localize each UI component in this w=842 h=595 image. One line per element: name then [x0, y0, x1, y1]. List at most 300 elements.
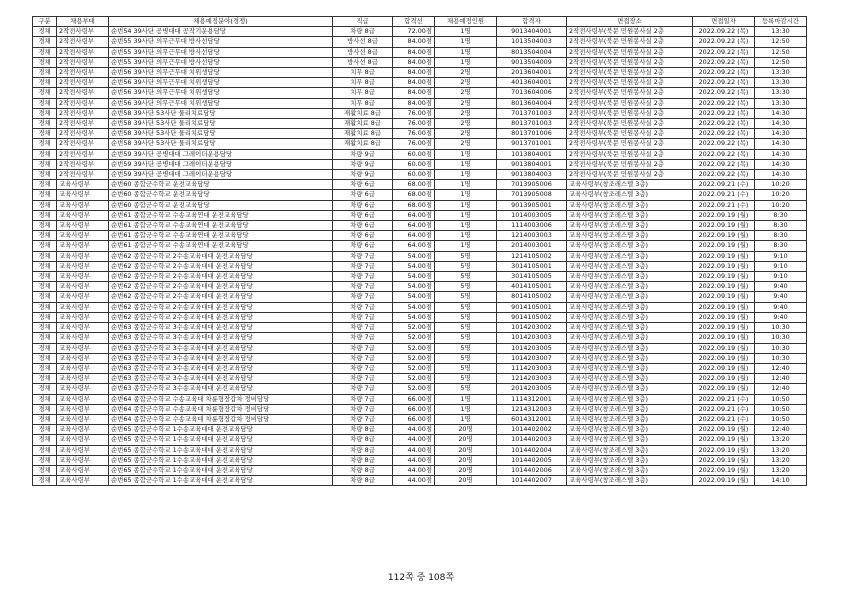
cell-deadline: 9:10	[755, 261, 807, 271]
cell-unit: 교육사령부	[57, 476, 109, 486]
cell-category: 경채	[33, 139, 57, 149]
cell-planned-count: 1명	[435, 210, 497, 220]
cell-field: 순번62 종합군수학교 2수송교육대대 운전교육담당	[109, 282, 333, 292]
cell-unit: 교육사령부	[57, 251, 109, 261]
cell-grade: 차량 7급	[333, 353, 393, 363]
cell-category: 경채	[33, 37, 57, 47]
cell-planned-count: 1명	[435, 47, 497, 57]
cell-cutoff: 64.00점	[393, 231, 435, 241]
cell-grade: 재활치료 8급	[333, 108, 393, 118]
cell-grade: 재활치료 8급	[333, 119, 393, 129]
cell-grade: 방사선 8급	[333, 57, 393, 67]
cell-interview-place: 교육사령부(창조레스텔 3층)	[567, 363, 693, 373]
cell-planned-count: 20명	[435, 435, 497, 445]
cell-unit: 2작전사령부	[57, 57, 109, 67]
cell-cutoff: 54.00점	[393, 292, 435, 302]
cell-grade: 차량 8급	[333, 425, 393, 435]
cell-planned-count: 1명	[435, 231, 497, 241]
cell-interview-date: 2022.09.19 (월)	[693, 251, 755, 261]
cell-interview-date: 2022.09.22 (목)	[693, 149, 755, 159]
cell-unit: 교육사령부	[57, 231, 109, 241]
table-row	[33, 139, 807, 149]
cell-applicant-id: 9013804001	[497, 159, 567, 169]
cell-grade: 차량 8급	[333, 476, 393, 486]
cell-planned-count: 1명	[435, 149, 497, 159]
cell-category: 경채	[33, 343, 57, 353]
cell-grade: 차량 7급	[333, 292, 393, 302]
cell-category: 경채	[33, 465, 57, 475]
cell-interview-place: 2작전사령부(북문 민원봉사실 2층	[567, 78, 693, 88]
cell-planned-count: 20명	[435, 465, 497, 475]
cell-unit: 2작전사령부	[57, 159, 109, 169]
cell-field: 순번62 종합군수학교 2수송교육대대 운전교육담당	[109, 312, 333, 322]
cell-cutoff: 84.00점	[393, 68, 435, 78]
cell-category: 경채	[33, 445, 57, 455]
cell-planned-count: 5명	[435, 374, 497, 384]
cell-unit: 2작전사령부	[57, 37, 109, 47]
cell-deadline: 9:10	[755, 251, 807, 261]
cell-applicant-id: 3014105005	[497, 272, 567, 282]
table-row	[33, 455, 807, 465]
cell-unit: 교육사령부	[57, 404, 109, 414]
table-row	[33, 190, 807, 200]
cell-interview-place: 교육사령부(창조레스텔 3층)	[567, 333, 693, 343]
cell-planned-count: 5명	[435, 302, 497, 312]
cell-category: 경채	[33, 333, 57, 343]
cell-interview-date: 2022.09.19 (월)	[693, 261, 755, 271]
cell-cutoff: 44.00점	[393, 425, 435, 435]
cell-deadline: 8:30	[755, 221, 807, 231]
cell-cutoff: 84.00점	[393, 88, 435, 98]
cell-interview-date: 2022.09.21 (수)	[693, 190, 755, 200]
cell-grade: 차량 8급	[333, 445, 393, 455]
cell-deadline: 13:30	[755, 88, 807, 98]
cell-interview-place: 교육사령부(창조레스텔 3층)	[567, 231, 693, 241]
cell-planned-count: 5명	[435, 292, 497, 302]
cell-cutoff: 76.00점	[393, 129, 435, 139]
cell-field: 순번59 39사단 공병대대 그레이더운용담당	[109, 159, 333, 169]
cell-field: 순번63 종합군수학교 3수송교육대대 운전교육담당	[109, 374, 333, 384]
cell-cutoff: 54.00점	[393, 302, 435, 312]
cell-grade: 차량 7급	[333, 323, 393, 333]
cell-grade: 차량 8급	[333, 465, 393, 475]
cell-grade: 치무 8급	[333, 88, 393, 98]
cell-field: 순번56 39사단 의무근무대 치위생담당	[109, 98, 333, 108]
cell-interview-date: 2022.09.21 (수)	[693, 200, 755, 210]
cell-applicant-id: 1014203005	[497, 343, 567, 353]
cell-interview-place: 교육사령부(창조레스텔 3층)	[567, 425, 693, 435]
cell-category: 경채	[33, 88, 57, 98]
cell-applicant-id: 9013804003	[497, 170, 567, 180]
cell-field: 순번59 39사단 공병대대 그레이더운용담당	[109, 149, 333, 159]
cell-interview-date: 2022.09.19 (월)	[693, 221, 755, 231]
cell-category: 경채	[33, 98, 57, 108]
cell-unit: 교육사령부	[57, 180, 109, 190]
cell-interview-place: 2작전사령부(북문 민원봉사실 2층	[567, 108, 693, 118]
cell-interview-place: 2작전사령부(북문 민원봉사실 2층	[567, 98, 693, 108]
cell-cutoff: 76.00점	[393, 119, 435, 129]
cell-unit: 교육사령부	[57, 465, 109, 475]
cell-grade: 차량 7급	[333, 404, 393, 414]
cell-field: 순번63 종합군수학교 3수송교육대대 운전교육담당	[109, 384, 333, 394]
cell-interview-date: 2022.09.19 (월)	[693, 445, 755, 455]
cell-unit: 2작전사령부	[57, 98, 109, 108]
cell-applicant-id: 8013701006	[497, 129, 567, 139]
cell-grade: 차량 6급	[333, 221, 393, 231]
cell-interview-place: 교육사령부(창조레스텔 3층)	[567, 435, 693, 445]
cell-cutoff: 54.00점	[393, 261, 435, 271]
cell-unit: 교육사령부	[57, 241, 109, 251]
cell-field: 순번58 39사단 53사단 물리치료담당	[109, 129, 333, 139]
cell-grade: 차량 6급	[333, 190, 393, 200]
cell-deadline: 10:50	[755, 404, 807, 414]
cell-cutoff: 44.00점	[393, 476, 435, 486]
table-row	[33, 47, 807, 57]
header-grade: 직급	[333, 17, 393, 27]
cell-field: 순번55 39사단 의무근무대 방사선담당	[109, 37, 333, 47]
cell-cutoff: 84.00점	[393, 98, 435, 108]
cell-planned-count: 5명	[435, 261, 497, 271]
table-row	[33, 353, 807, 363]
cell-grade: 차량 7급	[333, 282, 393, 292]
cell-interview-place: 교육사령부(창조레스텔 3층)	[567, 476, 693, 486]
table-row	[33, 251, 807, 261]
header-interview-place: 면접장소	[567, 17, 693, 27]
cell-planned-count: 2명	[435, 119, 497, 129]
cell-applicant-id: 7013905006	[497, 180, 567, 190]
cell-applicant-id: 1014003005	[497, 210, 567, 220]
cell-category: 경채	[33, 312, 57, 322]
cell-planned-count: 5명	[435, 384, 497, 394]
cell-applicant-id: 3014105001	[497, 261, 567, 271]
cell-cutoff: 84.00점	[393, 57, 435, 67]
cell-planned-count: 5명	[435, 353, 497, 363]
cell-grade: 차량 6급	[333, 200, 393, 210]
cell-interview-place: 교육사령부(창조레스텔 3층)	[567, 272, 693, 282]
cell-planned-count: 1명	[435, 404, 497, 414]
cell-deadline: 14:30	[755, 170, 807, 180]
cell-unit: 2작전사령부	[57, 78, 109, 88]
cell-category: 경채	[33, 414, 57, 424]
cell-deadline: 14:30	[755, 149, 807, 159]
header-planned-count: 채용예정인원	[435, 17, 497, 27]
cell-unit: 2작전사령부	[57, 27, 109, 37]
cell-grade: 치무 8급	[333, 98, 393, 108]
cell-interview-date: 2022.09.22 (목)	[693, 47, 755, 57]
cell-interview-date: 2022.09.19 (월)	[693, 455, 755, 465]
cell-interview-date: 2022.09.19 (월)	[693, 210, 755, 220]
cell-category: 경채	[33, 404, 57, 414]
cell-planned-count: 1명	[435, 37, 497, 47]
cell-interview-date: 2022.09.22 (목)	[693, 57, 755, 67]
cell-cutoff: 44.00점	[393, 435, 435, 445]
cell-interview-place: 교육사령부(창조레스텔 3층)	[567, 455, 693, 465]
cell-unit: 2작전사령부	[57, 108, 109, 118]
cell-interview-date: 2022.09.19 (월)	[693, 363, 755, 373]
cell-field: 순번63 종합군수학교 3수송교육대대 운전교육담당	[109, 323, 333, 333]
cell-category: 경채	[33, 363, 57, 373]
cell-deadline: 9:40	[755, 292, 807, 302]
cell-planned-count: 5명	[435, 323, 497, 333]
cell-grade: 방사선 8급	[333, 47, 393, 57]
cell-field: 순번54 39사단 공병대대 공작기운용담당	[109, 27, 333, 37]
cell-applicant-id: 2014003001	[497, 241, 567, 251]
cell-interview-date: 2022.09.22 (목)	[693, 98, 755, 108]
cell-interview-place: 2작전사령부(북문 민원봉사실 2층	[567, 139, 693, 149]
cell-unit: 교육사령부	[57, 394, 109, 404]
header-interview-date: 면접일자	[693, 17, 755, 27]
cell-field: 순번56 39사단 의무근무대 치위생담당	[109, 78, 333, 88]
cell-field: 순번64 종합군수학교 수송교육대 차륜형장갑차 정비담당	[109, 404, 333, 414]
cell-deadline: 8:30	[755, 231, 807, 241]
page-number: 112쪽 중 108쪽	[387, 573, 455, 583]
table-row	[33, 343, 807, 353]
table-row	[33, 261, 807, 271]
cell-deadline: 12:40	[755, 363, 807, 373]
cell-applicant-id: 1114312001	[497, 394, 567, 404]
cell-unit: 교육사령부	[57, 292, 109, 302]
cell-planned-count: 20명	[435, 445, 497, 455]
cell-unit: 교육사령부	[57, 323, 109, 333]
cell-field: 순번61 종합군수학교 수송교육연대 운전교육담당	[109, 231, 333, 241]
cell-applicant-id: 6014312001	[497, 414, 567, 424]
cell-applicant-id: 9013701001	[497, 139, 567, 149]
cell-interview-place: 2작전사령부(북문 민원봉사실 2층	[567, 119, 693, 129]
cell-planned-count: 2명	[435, 88, 497, 98]
cell-field: 순번61 종합군수학교 수송교육연대 운전교육담당	[109, 221, 333, 231]
header-cutoff: 합격선	[393, 17, 435, 27]
cell-applicant-id: 8013504004	[497, 47, 567, 57]
cell-category: 경채	[33, 57, 57, 67]
table-row	[33, 98, 807, 108]
cell-deadline: 13:20	[755, 455, 807, 465]
cell-category: 경채	[33, 200, 57, 210]
cell-category: 경채	[33, 353, 57, 363]
header-deadline: 등록마감시간	[755, 17, 807, 27]
cell-deadline: 9:40	[755, 302, 807, 312]
cell-interview-place: 교육사령부(창조레스텔 3층)	[567, 251, 693, 261]
cell-interview-date: 2022.09.19 (월)	[693, 282, 755, 292]
cell-interview-place: 교육사령부(창조레스텔 3층)	[567, 374, 693, 384]
cell-deadline: 14:10	[755, 476, 807, 486]
cell-planned-count: 2명	[435, 78, 497, 88]
table-row	[33, 68, 807, 78]
cell-category: 경채	[33, 435, 57, 445]
cell-interview-date: 2022.09.19 (월)	[693, 312, 755, 322]
cell-unit: 교육사령부	[57, 272, 109, 282]
table-row	[33, 435, 807, 445]
cell-interview-place: 교육사령부(창조레스텔 3층)	[567, 261, 693, 271]
cell-unit: 2작전사령부	[57, 68, 109, 78]
cell-interview-date: 2022.09.19 (월)	[693, 374, 755, 384]
cell-field: 순번61 종합군수학교 수송교육연대 운전교육담당	[109, 210, 333, 220]
cell-field: 순번62 종합군수학교 2수송교육대대 운전교육담당	[109, 302, 333, 312]
cell-cutoff: 54.00점	[393, 251, 435, 261]
cell-interview-place: 2작전사령부(북문 민원봉사실 2층	[567, 68, 693, 78]
cell-interview-date: 2022.09.19 (월)	[693, 272, 755, 282]
cell-interview-place: 교육사령부(창조레스텔 3층)	[567, 353, 693, 363]
cell-interview-place: 교육사령부(창조레스텔 3층)	[567, 312, 693, 322]
cell-interview-date: 2022.09.22 (목)	[693, 88, 755, 98]
cell-grade: 방사선 8급	[333, 37, 393, 47]
cell-planned-count: 5명	[435, 333, 497, 343]
cell-deadline: 9:40	[755, 312, 807, 322]
table-row	[33, 159, 807, 169]
cell-planned-count: 2명	[435, 68, 497, 78]
table-row	[33, 476, 807, 486]
cell-category: 경채	[33, 292, 57, 302]
cell-cutoff: 52.00점	[393, 323, 435, 333]
cell-deadline: 10:20	[755, 190, 807, 200]
table-row	[33, 445, 807, 455]
cell-field: 순번56 39사단 의무근무대 치위생담당	[109, 68, 333, 78]
cell-applicant-id: 9013905001	[497, 200, 567, 210]
cell-interview-date: 2022.09.19 (월)	[693, 323, 755, 333]
cell-grade: 차량 9급	[333, 159, 393, 169]
cell-planned-count: 1명	[435, 200, 497, 210]
cell-grade: 재활치료 8급	[333, 129, 393, 139]
table-row	[33, 78, 807, 88]
cell-unit: 교육사령부	[57, 261, 109, 271]
cell-interview-place: 교육사령부(창조레스텔 3층)	[567, 282, 693, 292]
cell-grade: 차량 7급	[333, 261, 393, 271]
table-row	[33, 394, 807, 404]
cell-grade: 재활치료 8급	[333, 139, 393, 149]
table-row	[33, 27, 807, 37]
cell-deadline: 13:20	[755, 465, 807, 475]
cell-interview-date: 2022.09.19 (월)	[693, 241, 755, 251]
cell-unit: 교육사령부	[57, 333, 109, 343]
cell-category: 경채	[33, 27, 57, 37]
cell-interview-place: 교육사령부(창조레스텔 3층)	[567, 394, 693, 404]
cell-cutoff: 66.00점	[393, 394, 435, 404]
cell-deadline: 14:30	[755, 139, 807, 149]
cell-cutoff: 84.00점	[393, 78, 435, 88]
cell-category: 경채	[33, 170, 57, 180]
cell-applicant-id: 9014105001	[497, 302, 567, 312]
cell-interview-date: 2022.09.22 (목)	[693, 129, 755, 139]
cell-planned-count: 1명	[435, 170, 497, 180]
table-row	[33, 57, 807, 67]
cell-deadline: 14:30	[755, 108, 807, 118]
cell-cutoff: 68.00점	[393, 190, 435, 200]
cell-cutoff: 76.00점	[393, 139, 435, 149]
cell-field: 순번62 종합군수학교 2수송교육대대 운전교육담당	[109, 292, 333, 302]
table-row	[33, 119, 807, 129]
cell-cutoff: 54.00점	[393, 282, 435, 292]
cell-unit: 교육사령부	[57, 302, 109, 312]
cell-cutoff: 54.00점	[393, 272, 435, 282]
cell-applicant-id: 7013905008	[497, 190, 567, 200]
cell-grade: 차량 6급	[333, 241, 393, 251]
cell-interview-place: 2작전사령부(북문 민원봉사실 2층	[567, 129, 693, 139]
table-row	[33, 312, 807, 322]
cell-interview-date: 2022.09.21 (수)	[693, 414, 755, 424]
cell-deadline: 9:40	[755, 282, 807, 292]
cell-planned-count: 1명	[435, 394, 497, 404]
cell-category: 경채	[33, 374, 57, 384]
cell-interview-date: 2022.09.19 (월)	[693, 435, 755, 445]
cell-interview-date: 2022.09.22 (목)	[693, 78, 755, 88]
cell-unit: 교육사령부	[57, 445, 109, 455]
cell-applicant-id: 4013604001	[497, 78, 567, 88]
cell-applicant-id: 1014402006	[497, 465, 567, 475]
cell-interview-date: 2022.09.22 (목)	[693, 37, 755, 47]
cell-applicant-id: 9014105002	[497, 312, 567, 322]
cell-field: 순번65 종합군수학교 1수송교육대대 운전교육담당	[109, 445, 333, 455]
results-sheet	[32, 16, 806, 486]
cell-grade: 차량 7급	[333, 333, 393, 343]
cell-cutoff: 84.00점	[393, 37, 435, 47]
table-row	[33, 108, 807, 118]
cell-planned-count: 1명	[435, 27, 497, 37]
cell-category: 경채	[33, 251, 57, 261]
cell-field: 순번62 종합군수학교 2수송교육대대 운전교육담당	[109, 251, 333, 261]
cell-interview-place: 2작전사령부(북문 민원봉사실 2층	[567, 149, 693, 159]
cell-cutoff: 52.00점	[393, 343, 435, 353]
cell-cutoff: 60.00점	[393, 159, 435, 169]
table-row	[33, 384, 807, 394]
cell-interview-place: 교육사령부(창조레스텔 3층)	[567, 384, 693, 394]
cell-unit: 교육사령부	[57, 384, 109, 394]
cell-deadline: 13:30	[755, 98, 807, 108]
cell-category: 경채	[33, 68, 57, 78]
cell-deadline: 14:30	[755, 119, 807, 129]
cell-planned-count: 5명	[435, 363, 497, 373]
cell-category: 경채	[33, 394, 57, 404]
cell-planned-count: 5명	[435, 272, 497, 282]
cell-interview-date: 2022.09.21 (수)	[693, 394, 755, 404]
cell-cutoff: 84.00점	[393, 47, 435, 57]
cell-deadline: 12:40	[755, 374, 807, 384]
header-applicant-id: 합격자	[497, 17, 567, 27]
cell-grade: 차량 7급	[333, 384, 393, 394]
table-row	[33, 180, 807, 190]
table-row	[33, 404, 807, 414]
table-row	[33, 333, 807, 343]
cell-field: 순번64 종합군수학교 수송교육대 차륜형장갑차 정비담당	[109, 394, 333, 404]
cell-category: 경채	[33, 149, 57, 159]
cell-applicant-id: 1014402007	[497, 476, 567, 486]
cell-deadline: 12:50	[755, 37, 807, 47]
cell-category: 경채	[33, 47, 57, 57]
cell-deadline: 10:50	[755, 414, 807, 424]
cell-planned-count: 5명	[435, 343, 497, 353]
cell-applicant-id: 1014203007	[497, 353, 567, 363]
cell-interview-place: 교육사령부(창조레스텔 3층)	[567, 190, 693, 200]
cell-deadline: 13:30	[755, 27, 807, 37]
cell-field: 순번58 39사단 53사단 물리치료담당	[109, 108, 333, 118]
table-row	[33, 200, 807, 210]
cell-applicant-id: 9013404001	[497, 27, 567, 37]
cell-interview-place: 교육사령부(창조레스텔 3층)	[567, 292, 693, 302]
cell-field: 순번63 종합군수학교 3수송교육대대 운전교육담당	[109, 363, 333, 373]
cell-interview-place: 교육사령부(창조레스텔 3층)	[567, 404, 693, 414]
cell-category: 경채	[33, 241, 57, 251]
cell-interview-date: 2022.09.22 (목)	[693, 170, 755, 180]
cell-field: 순번58 39사단 53사단 물리치료담당	[109, 119, 333, 129]
cell-field: 순번55 39사단 의무근무대 방사선담당	[109, 57, 333, 67]
cell-interview-date: 2022.09.19 (월)	[693, 333, 755, 343]
cell-field: 순번65 종합군수학교 1수송교육대대 운전교육담당	[109, 425, 333, 435]
table-row	[33, 363, 807, 373]
table-row	[33, 425, 807, 435]
cell-deadline: 10:20	[755, 180, 807, 190]
table-row	[33, 465, 807, 475]
table-row	[33, 129, 807, 139]
header-category: 구분	[33, 17, 57, 27]
table-row	[33, 272, 807, 282]
